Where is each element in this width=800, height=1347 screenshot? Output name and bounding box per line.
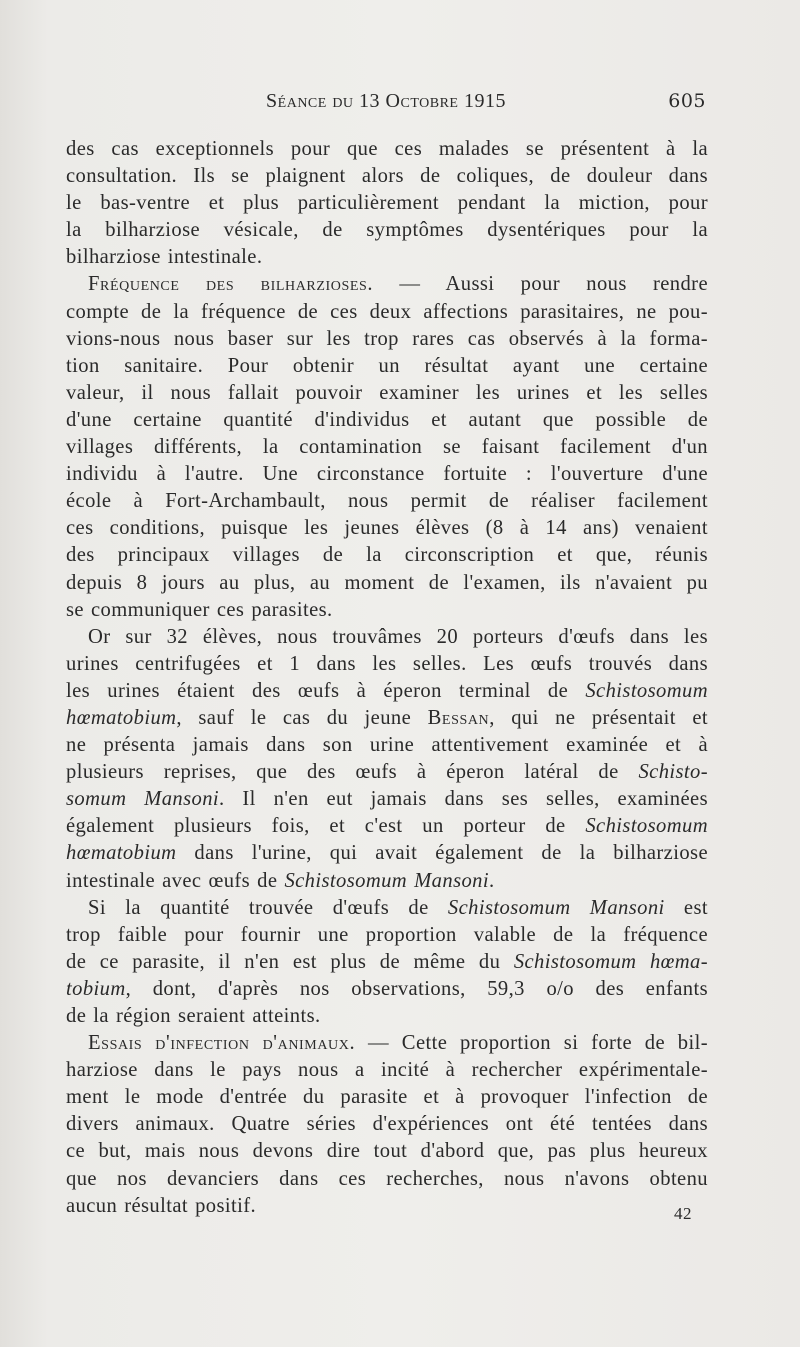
text-line: bilharziose intestinale. [66,246,263,269]
text-line: des cas exceptionnels pour que ces malades se présentent à la [66,138,708,160]
text-line: ces conditions, puisque les jeunes élèves (8 à 14 ans) venaient [66,517,708,540]
text-run: également plusieurs fois, et c'est un porteur de [66,815,586,838]
text-line: que nos devanciers dans ces recherches, nous n'avons obtenu [66,1167,708,1190]
text-line [66,678,708,705]
text-run: dans l'urine, qui avait également de la bilharziose [176,842,708,865]
species-name: somum Mansoni [66,788,220,811]
body-text [66,136,708,1220]
text-line: divers animaux. Quatre séries d'expériences ont été tentées dans [66,1113,708,1136]
paragraph-1 [66,136,708,271]
text-line: de la région seraient atteints. [66,1005,321,1027]
text-line: tion sanitaire. Pour obtenir un résultat ayant une certaine [66,354,708,377]
text-run: est [664,896,709,919]
text-run: les urines étaient des œufs à éperon terminal de [66,679,586,702]
text-run: — Aussi pour nous rendre [373,273,708,296]
printer-signature-mark: 42 [674,1204,692,1223]
text-line: villages différents, la contamination se faisant facilement d'un [66,436,708,459]
page-number: 605 [668,90,706,112]
text-line: urines centrifugées et 1 dans les selles. Les œufs trouvés dans [66,652,708,675]
text-line: compte de la fréquence de ces deux affections parasitaires, ne pou- [66,300,708,323]
text-run: plusieurs reprises, que des œufs à éperon latéral de [66,761,639,784]
text-line [66,868,708,895]
text-line: harziose dans le pays nous a incité à rechercher expérimentale- [66,1059,708,1082]
text-line: Or sur 32 élèves, nous trouvâmes 20 porteurs d'œufs dans les [88,625,708,648]
text-line [66,813,708,840]
text-line: la bilharziose vésicale, de symptômes dysentériques pour la [66,219,708,242]
text-run: — Cette proportion si forte de bil- [355,1032,708,1055]
text-run: Si la quantité trouvée d'œufs de [88,896,448,919]
section-heading-essais: Essais d'infection d'animaux. [88,1032,356,1055]
text-run: , sauf le cas du jeune [176,706,428,729]
text-line [66,271,708,298]
text-run: . [489,869,495,892]
text-line: ment le mode d'entrée du parasite et à provoquer l'infection de [66,1086,708,1109]
species-name: hœmatobium [66,842,177,865]
text-line [66,840,708,867]
text-line: école à Fort-Archambault, nous permit de réaliser facilement [66,490,708,513]
text-line: vions-nous nous baser sur les trop rares cas observés à la forma- [66,327,708,350]
species-name: Schistosomum hœma- [513,950,708,973]
text-line: le bas-ventre et plus particulièrement pendant la miction, pour [66,192,708,215]
text-line: d'une certaine quantité d'individus et autant que possible de [66,408,708,431]
paragraph-2 [66,271,708,623]
text-run: , qui ne présentait et [489,706,708,729]
section-heading-frequence: Fréquence des bilharzioses. [88,273,374,296]
paragraph-3 [66,624,708,895]
text-run: de ce parasite, il n'en est plus de même du [66,950,514,973]
species-name: Schistosomum Mansoni [447,896,665,919]
text-line: consultation. Ils se plaignent alors de coliques, de douleur dans [66,165,708,188]
species-name: hœmatobium [66,706,177,729]
text-run: . Il n'en eut jamais dans ses selles, examinées [219,788,708,811]
text-line [66,949,708,976]
running-head: Séance du 13 Octobre 1915 [266,90,506,112]
text-line [66,895,708,922]
text-line: valeur, il nous fallait pouvoir examiner les urines et les selles [66,381,708,404]
page-header [66,90,706,120]
text-line [66,759,708,786]
text-run: intestinale avec œufs de [66,869,285,892]
text-line: depuis 8 jours au plus, au moment de l'examen, ils n'avaient pu [66,571,708,594]
paragraph-4 [66,895,708,1030]
text-line: aucun résultat positif. [66,1194,257,1217]
text-line: trop faible pour fournir une proportion valable de la fréquence [66,923,708,946]
text-line: se communiquer ces parasites. [66,598,333,621]
species-name: tobium [66,977,126,1000]
text-run: , dont, d'après nos observations, 59,3 o/o des enfants [125,977,708,1000]
text-line: ne présenta jamais dans son urine attentivement examinée et à [66,734,708,757]
species-name: Schistosomum Mansoni [284,869,490,892]
text-line: individu à l'autre. Une circonstance fortuite : l'ouverture d'une [66,463,708,486]
paragraph-5 [66,1030,708,1220]
species-name: Schistosomum [585,815,708,838]
text-line [66,705,708,732]
text-line [66,786,708,813]
person-name: Bessan [427,706,490,729]
text-line: ce but, mais nous devons dire tout d'abord que, pas plus heureux [66,1140,708,1163]
text-line: des principaux villages de la circonscription et que, réunis [66,544,708,567]
species-name: Schistosomum [585,679,708,702]
text-line [66,1030,708,1057]
text-line [66,976,708,1003]
species-name: Schisto- [638,761,708,784]
